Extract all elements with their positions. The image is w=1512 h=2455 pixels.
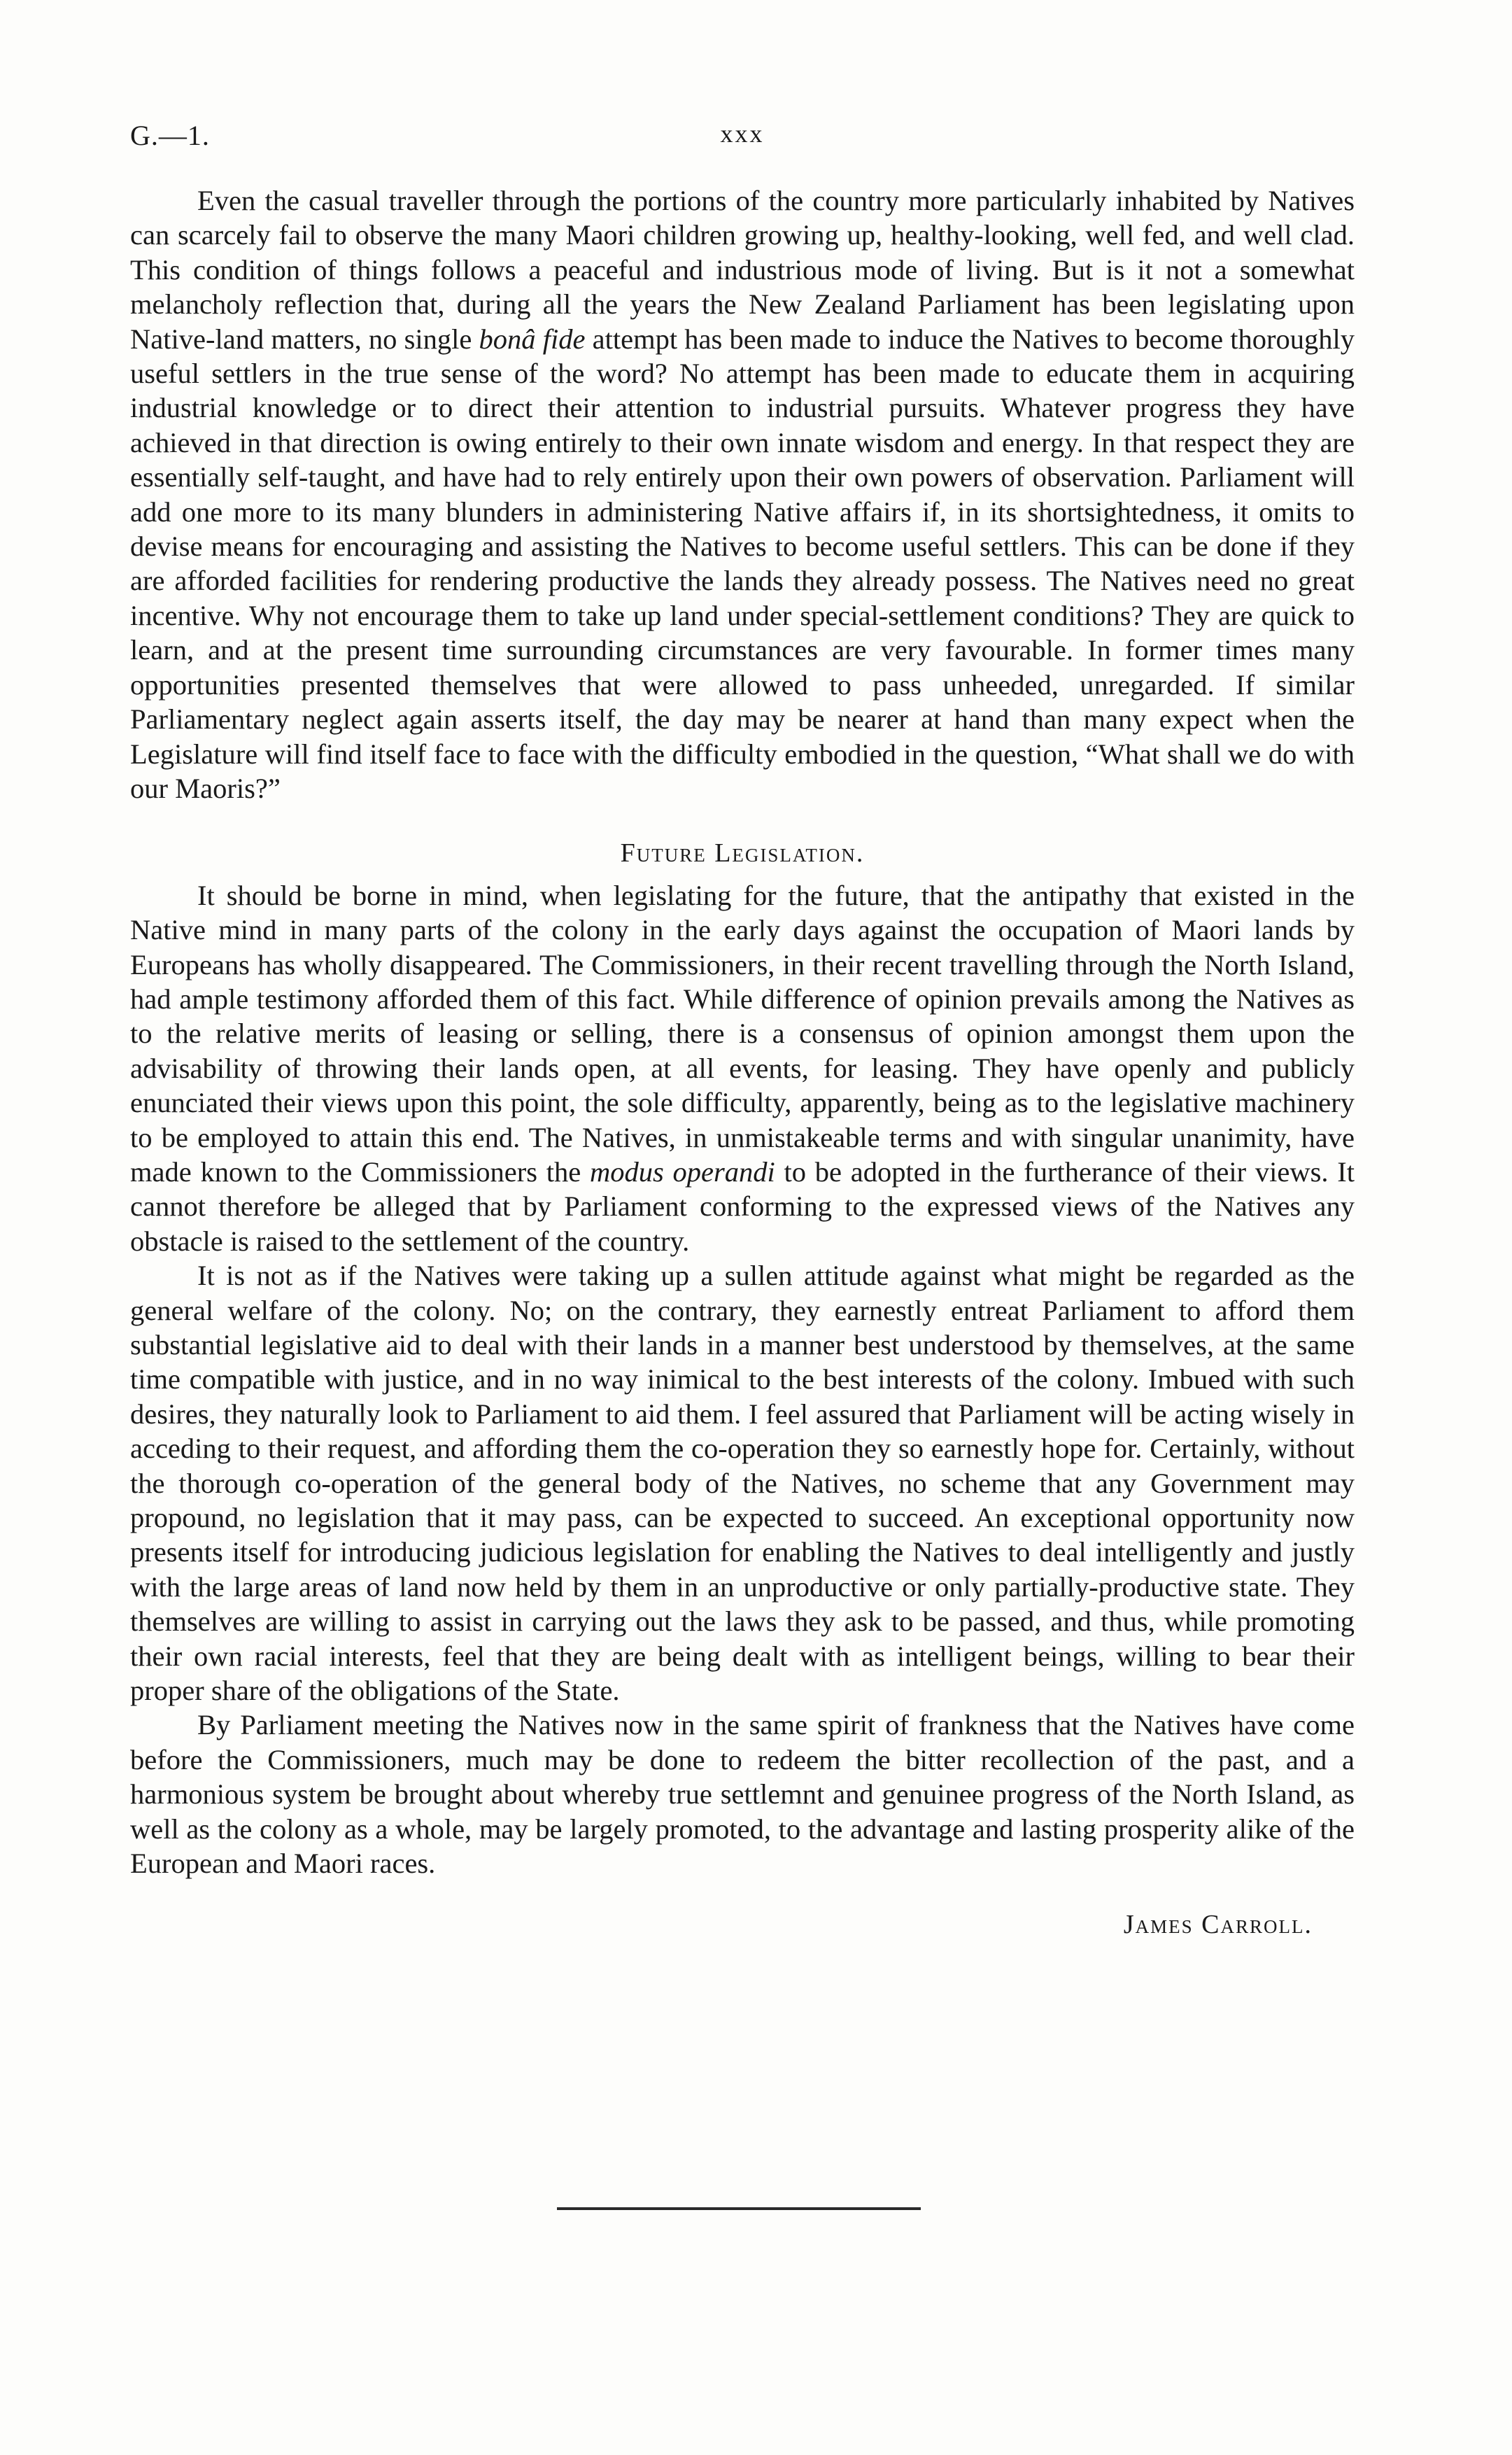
italic-phrase: bonâ fide bbox=[479, 323, 586, 355]
running-head bbox=[130, 119, 1355, 161]
paragraph-sullen-attitude: It is not as if the Natives were taking up a sullen attitude against what might be regarded as the general welfare of the colony. No; on the contrary, they earnestly entreat Parliament to afford them substantial legislative aid to deal with their lands in a manner best understood by themselves, at the same time compatible with justice, and in no way inimical to the best interests of the colony. Imbued with such desires, they naturally look to Parliament to aid them. I feel assured that Parliament will be acting wisely in acceding to their request, and affording them the co-operation they so earnestly hope for. Certainly, without the thorough co-operation of the general body of the Natives, no scheme that any Government may propound, no legislation that it may pass, can be expected to succeed. An exceptional opportunity now presents itself for introducing judicious legislation for enabling the Natives to deal intelligently and justly with the large areas of land now held by them in an unproductive or only partially-productive state. They themselves are willing to assist in carrying out the laws they ask to be passed, and thus, while promoting their own racial interests, feel that they are being dealt with as intelligent beings, willing to bear their proper share of the obligations of the State. bbox=[130, 1260, 1355, 1707]
italic-phrase: modus operandi bbox=[590, 1155, 775, 1188]
signature: James Carroll. bbox=[1123, 1909, 1313, 1939]
paragraph-frankness: By Parliament meeting the Natives now in the same spirit of frankness that the Natives have come before the Commissioners, much may be done to redeem the bitter recollection of the past, and a harmonious system be brought about whereby true settlemnt and genuinee progress of the North Island, as well as the colony as a whole, may be largely promoted, to the advantage and lasting prosperity alike of the European and Maori races. bbox=[130, 1709, 1355, 1880]
paragraph-text: It should be borne in mind, when legislating for the future, that the antipathy that existed in the Native mind in many parts of the colony in the early days against the occupation of Maori lands by Europeans has wholly disappeared. The Commissioners, in their recent travelling through the North Island, had ample testimony afforded them of this fact. While difference of opinion prevails among the Natives as to the relative merits of leasing or selling, there is a consensus of opinion amongst them upon the advisability of throwing their lands open, at all events, for leasing. They have openly and publicly enunciated their views upon this point, the sole difficulty, apparently, being as to the legislative machinery to be employed to attain this end. The Natives, in unmistakeable terms and with singular unanimity, have made known to the Commissioners the bbox=[130, 879, 1355, 1188]
paragraph-text: to be adopted in the furtherance of their views. It cannot therefore be alleged that by Parliament conforming to the expressed views of the Natives any obstacle is raised to the settlement of the country. bbox=[130, 1155, 1355, 1257]
paragraph-casual-traveller bbox=[130, 183, 1355, 806]
closing-rule bbox=[557, 2207, 921, 2210]
paragraph-borne-in-mind bbox=[130, 878, 1355, 1258]
paragraph-text: attempt has been made to induce the Natives to become thoroughly useful settlers in the true sense of the word? No attempt has been made to educate them in acquiring industrial knowledge or to direct their attention to industrial pursuits. Whatever progress they have achieved in that direction is owing entirely to their own innate wisdom and energy. In that respect they are essentially self-taught, and have had to rely entirely upon their own powers of observation. Parliament will add one more to its many blunders in administering Native affairs if, in its shortsightedness, it omits to devise means for encouraging and assisting the Natives to become useful settlers. This can be done if they are afforded facilities for rendering productive the lands they already possess. The Natives need no great incentive. Why not encourage them to take up land under special-settlement conditions? They are quick to learn, and at the present time surrounding circumstances are very favourable. In former times many opportunities presented themselves that were allowed to pass unheeded, unregarded. If similar Parliamentary neglect again asserts itself, the day may be nearer at hand than many expect when the Legislature will find itself face to face with the difficulty embodied in the question, “What shall we do with our Maoris?” bbox=[130, 323, 1355, 804]
paragraph-text: Even the casual traveller through the portions of the country more particularly inhabited by Natives can scarcely fail to observe the many Maori children growing up, healthy-looking, well fed, and well clad. This condition of things follows a peaceful and industrious mode of living. But is it not a somewhat melancholy reflection that, during all the years the New Zealand Parliament has been legislating upon Native-land matters, no single bbox=[130, 185, 1355, 355]
body-text bbox=[130, 183, 1355, 1942]
section-heading: Future Legislation. bbox=[620, 838, 865, 868]
document-reference: G.—1. bbox=[130, 120, 210, 151]
page-number: xxx bbox=[720, 120, 765, 148]
